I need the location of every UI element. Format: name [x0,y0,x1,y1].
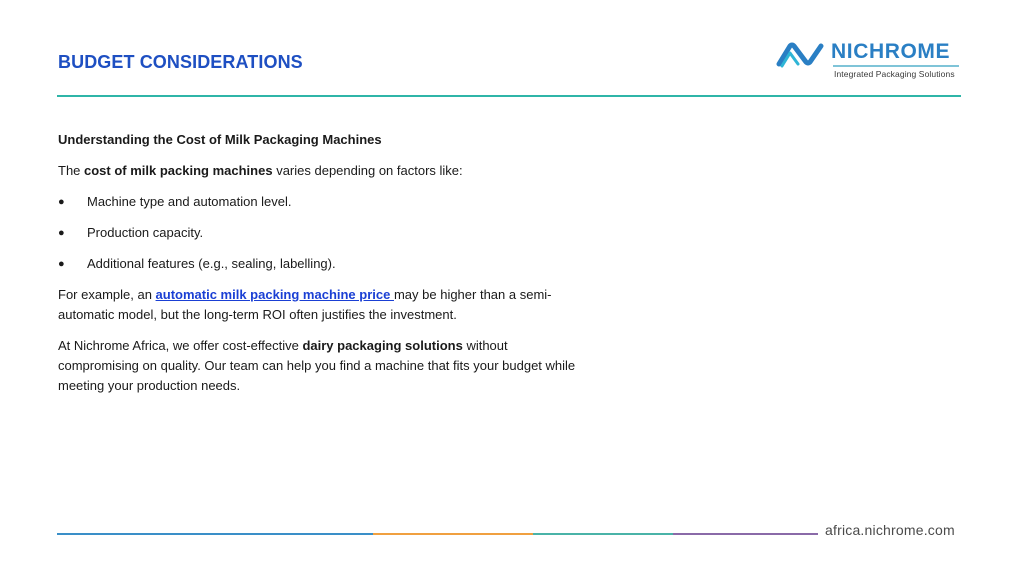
example-paragraph: For example, an automatic milk packing machine price may be higher than a semi-automatic model, but the long-term ROI often justifies the investment. [58,287,552,322]
logo-rule [833,65,959,67]
footer-url: africa.nichrome.com [825,522,955,538]
list-item: ● Machine type and automation level. [58,192,588,212]
logo-wordmark: NICHROME [831,40,951,63]
intro-bold-term: cost of milk packing machines [84,163,273,178]
section-subheading: Understanding the Cost of Milk Packaging Machines [58,132,382,147]
logo-tagline: Integrated Packaging Solutions [834,69,955,79]
footer-bar-teal [533,533,673,535]
bullet-icon: ● [58,196,65,208]
machine-price-link[interactable]: automatic milk packing machine price [155,287,394,302]
nichrome-logo [776,40,966,84]
closing-paragraph: At Nichrome Africa, we offer cost-effective dairy packaging solutions without compromising on quality. Our team can help you find a machine that fits your budget while meeting your production needs. [58,338,576,393]
header-divider [57,95,961,97]
footer-bar-orange [373,533,533,535]
footer-bar-purple [673,533,818,535]
factor-list [58,192,588,274]
footer-bar-blue [57,533,373,535]
closing-bold-term: dairy packaging solutions [302,338,463,353]
page-title: BUDGET CONSIDERATIONS [58,52,303,72]
slide-body [58,130,588,396]
nichrome-wave-icon [776,42,824,68]
list-item: ● Production capacity. [58,223,588,243]
list-item: ● Additional features (e.g., sealing, labelling). [58,254,588,274]
intro-paragraph: The cost of milk packing machines varies depending on factors like: [58,163,463,178]
bullet-icon: ● [58,258,65,270]
bullet-icon: ● [58,227,65,239]
